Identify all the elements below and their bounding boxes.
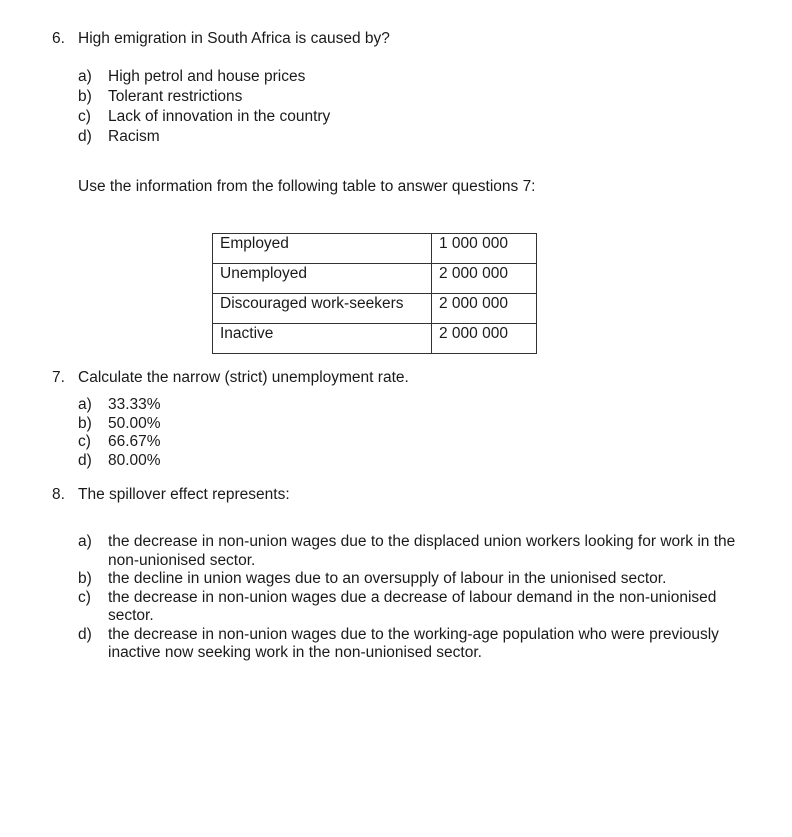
question-number: 8. — [52, 486, 65, 503]
option-label: b) — [78, 414, 92, 432]
option-item — [78, 433, 738, 452]
table-row — [213, 264, 537, 294]
table-intro: Use the information from the following table to answer questions 7: — [78, 178, 536, 195]
option-item — [78, 68, 738, 88]
labour-data-table — [212, 233, 537, 354]
row-value: 2 000 000 — [432, 294, 537, 324]
option-text: High petrol and house prices — [108, 68, 306, 85]
question-7-heading — [52, 369, 409, 387]
option-label: d) — [78, 451, 92, 469]
option-label: a) — [78, 396, 92, 413]
row-value: 2 000 000 — [432, 264, 537, 294]
option-label: a) — [78, 533, 92, 550]
option-text: the decrease in non-union wages due to the displaced union workers looking for work in the non-unionised sector. — [108, 533, 736, 569]
option-text: 66.67% — [108, 433, 161, 450]
option-text: Tolerant restrictions — [108, 88, 243, 105]
option-text: 80.00% — [108, 451, 161, 469]
row-label: Discouraged work-seekers — [213, 294, 432, 324]
option-text: Racism — [108, 128, 160, 145]
question-number: 6. — [52, 30, 65, 47]
question-text: Calculate the narrow (strict) unemployment rate. — [78, 369, 409, 386]
question-7-options — [78, 396, 738, 470]
row-label: Inactive — [213, 324, 432, 354]
table-row — [213, 234, 537, 264]
table-row — [213, 294, 537, 324]
option-label: c) — [78, 588, 91, 606]
option-label: d) — [78, 128, 92, 145]
question-8-heading — [52, 486, 290, 504]
row-value: 2 000 000 — [432, 324, 537, 354]
option-text: the decrease in non-union wages due to the working-age population who were previously inactive now seeking work in the non-unionised sector. — [108, 625, 719, 661]
row-label: Unemployed — [213, 264, 432, 294]
option-text: Lack of innovation in the country — [108, 108, 331, 125]
option-label: b) — [78, 88, 92, 105]
option-item — [78, 128, 738, 148]
row-label: Employed — [213, 234, 432, 264]
option-label: c) — [78, 433, 91, 450]
question-number: 7. — [52, 369, 65, 386]
option-item — [78, 570, 738, 589]
table-row — [213, 324, 537, 354]
option-text: 33.33% — [108, 396, 161, 413]
question-8-options — [78, 533, 738, 663]
question-text: High emigration in South Africa is caused by? — [78, 30, 390, 47]
option-label: a) — [78, 68, 92, 85]
option-item — [78, 589, 738, 626]
option-item — [78, 626, 738, 663]
option-text: 50.00% — [108, 414, 161, 432]
option-item — [78, 415, 738, 434]
row-value: 1 000 000 — [432, 234, 537, 264]
option-item — [78, 452, 738, 471]
option-text: the decline in union wages due to an oversupply of labour in the unionised sector. — [108, 570, 667, 587]
option-label: d) — [78, 625, 92, 643]
option-item — [78, 108, 738, 128]
option-label: b) — [78, 570, 92, 587]
question-6-heading — [52, 30, 390, 48]
question-text: The spillover effect represents: — [78, 486, 290, 503]
option-label: c) — [78, 108, 91, 125]
question-6-options — [78, 68, 738, 148]
option-text: the decrease in non-union wages due a decrease of labour demand in the non-unionised sector. — [108, 588, 717, 624]
option-item — [78, 533, 738, 570]
option-item — [78, 88, 738, 108]
option-item — [78, 396, 738, 415]
